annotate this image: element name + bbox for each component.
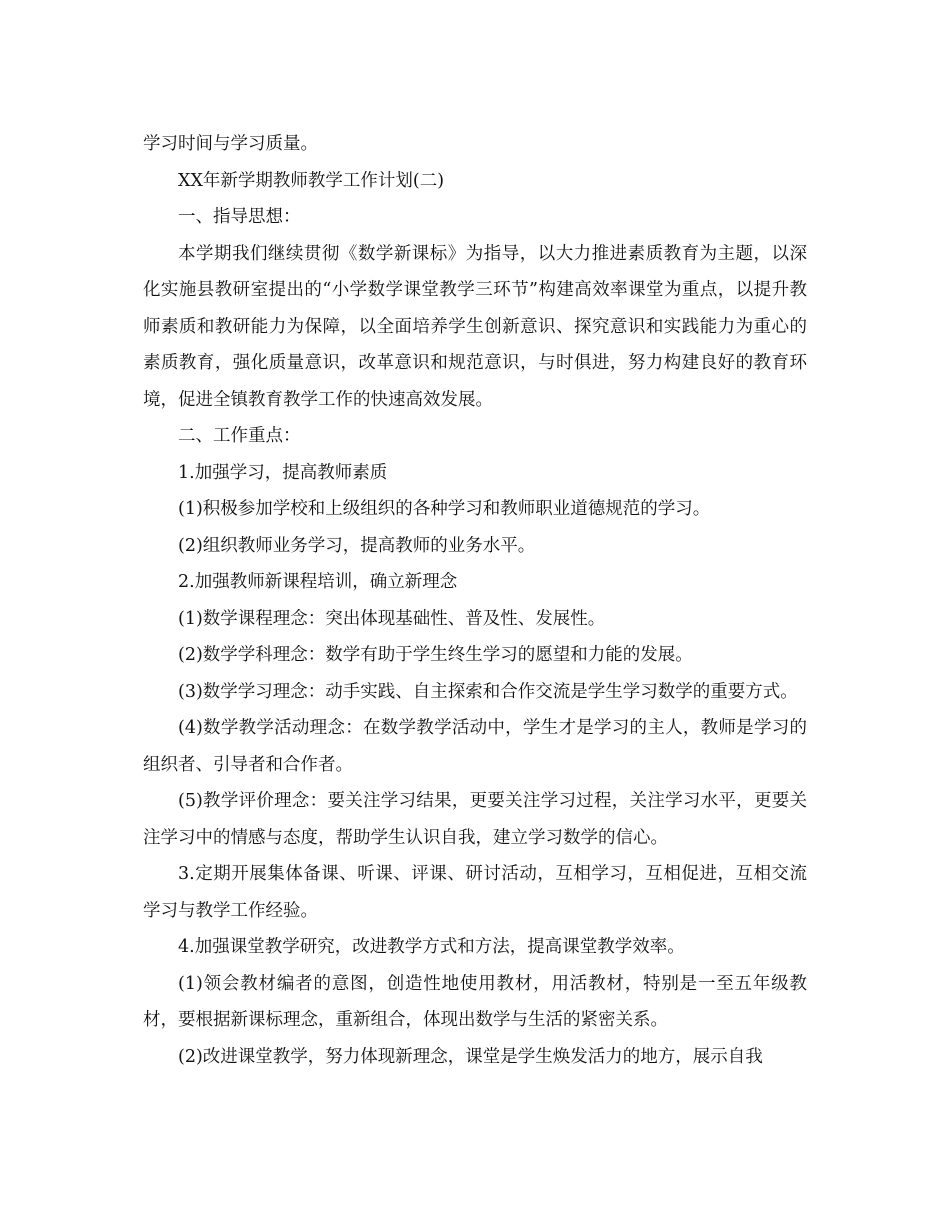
list-item: 1.加强学习，提高教师素质 xyxy=(178,462,388,483)
list-item: (1)积极参加学校和上级组织的各种学习和教师职业道德规范的学习。 xyxy=(178,499,711,519)
paragraph-continuation: 学习时间与学习质量。 xyxy=(143,134,318,154)
list-item: (1)数学课程理念：突出体现基础性、普及性、发展性。 xyxy=(178,608,606,629)
list-item: (1)领会教材编者的意图，创造性地使用教材，用活教材，特别是一至五年级教材，要根据新课标理念，重新组合，体现出数学与生活的紧密关系。 xyxy=(143,973,807,1030)
section-heading: 二、工作重点： xyxy=(178,426,301,446)
section-heading: 一、指导思想： xyxy=(178,207,301,227)
list-item: (2)改进课堂教学，努力体现新理念，课堂是学生焕发活力的地方，展示自我 xyxy=(178,1046,763,1067)
paragraph: 本学期我们继续贯彻《数学新课标》为指导，以大力推进素质教育为主题，以深化实施县教研室提出的“小学数学课堂教学三环节”构建高效率课堂为重点，以提升教师素质和教研能力为保障，以全面培养学生创新意识、探究意识和实践能力为重心的素质教育，强化质量意识，改革意识和规范意识，与时俱进，努力构建良好的教育环境，促进全镇教育教学工作的快速高效发展。 xyxy=(143,243,807,410)
list-item: 4.加强课堂教学研究，改进教学方式和方法，提高课堂教学效率。 xyxy=(178,937,685,957)
list-item: (2)组织教师业务学习，提高教师的业务水平。 xyxy=(178,535,536,556)
list-item: (5)教学评价理念：要关注学习结果，更要关注学习过程，关注学习水平，更要关注学习中的情感与态度，帮助学生认识自我，建立学习数学的信心。 xyxy=(143,791,807,848)
document-title: XX年新学期教师教学工作计划(二) xyxy=(178,170,445,191)
list-item: 3.定期开展集体备课、听课、评课、研讨活动，互相学习，互相促进，互相交流学习与教学工作经验。 xyxy=(143,864,807,921)
document-page xyxy=(143,126,807,1075)
list-item: (2)数学学科理念：数学有助于学生终生学习的愿望和力能的发展。 xyxy=(178,645,693,665)
list-item: (3)数学学习理念：动手实践、自主探索和合作交流是学生学习数学的重要方式。 xyxy=(178,681,798,702)
list-item: 2.加强教师新课程培训，确立新理念 xyxy=(178,572,458,592)
list-item: (4)数学教学活动理念：在数学教学活动中，学生才是学习的主人，教师是学习的组织者、引导者和合作者。 xyxy=(143,718,807,775)
